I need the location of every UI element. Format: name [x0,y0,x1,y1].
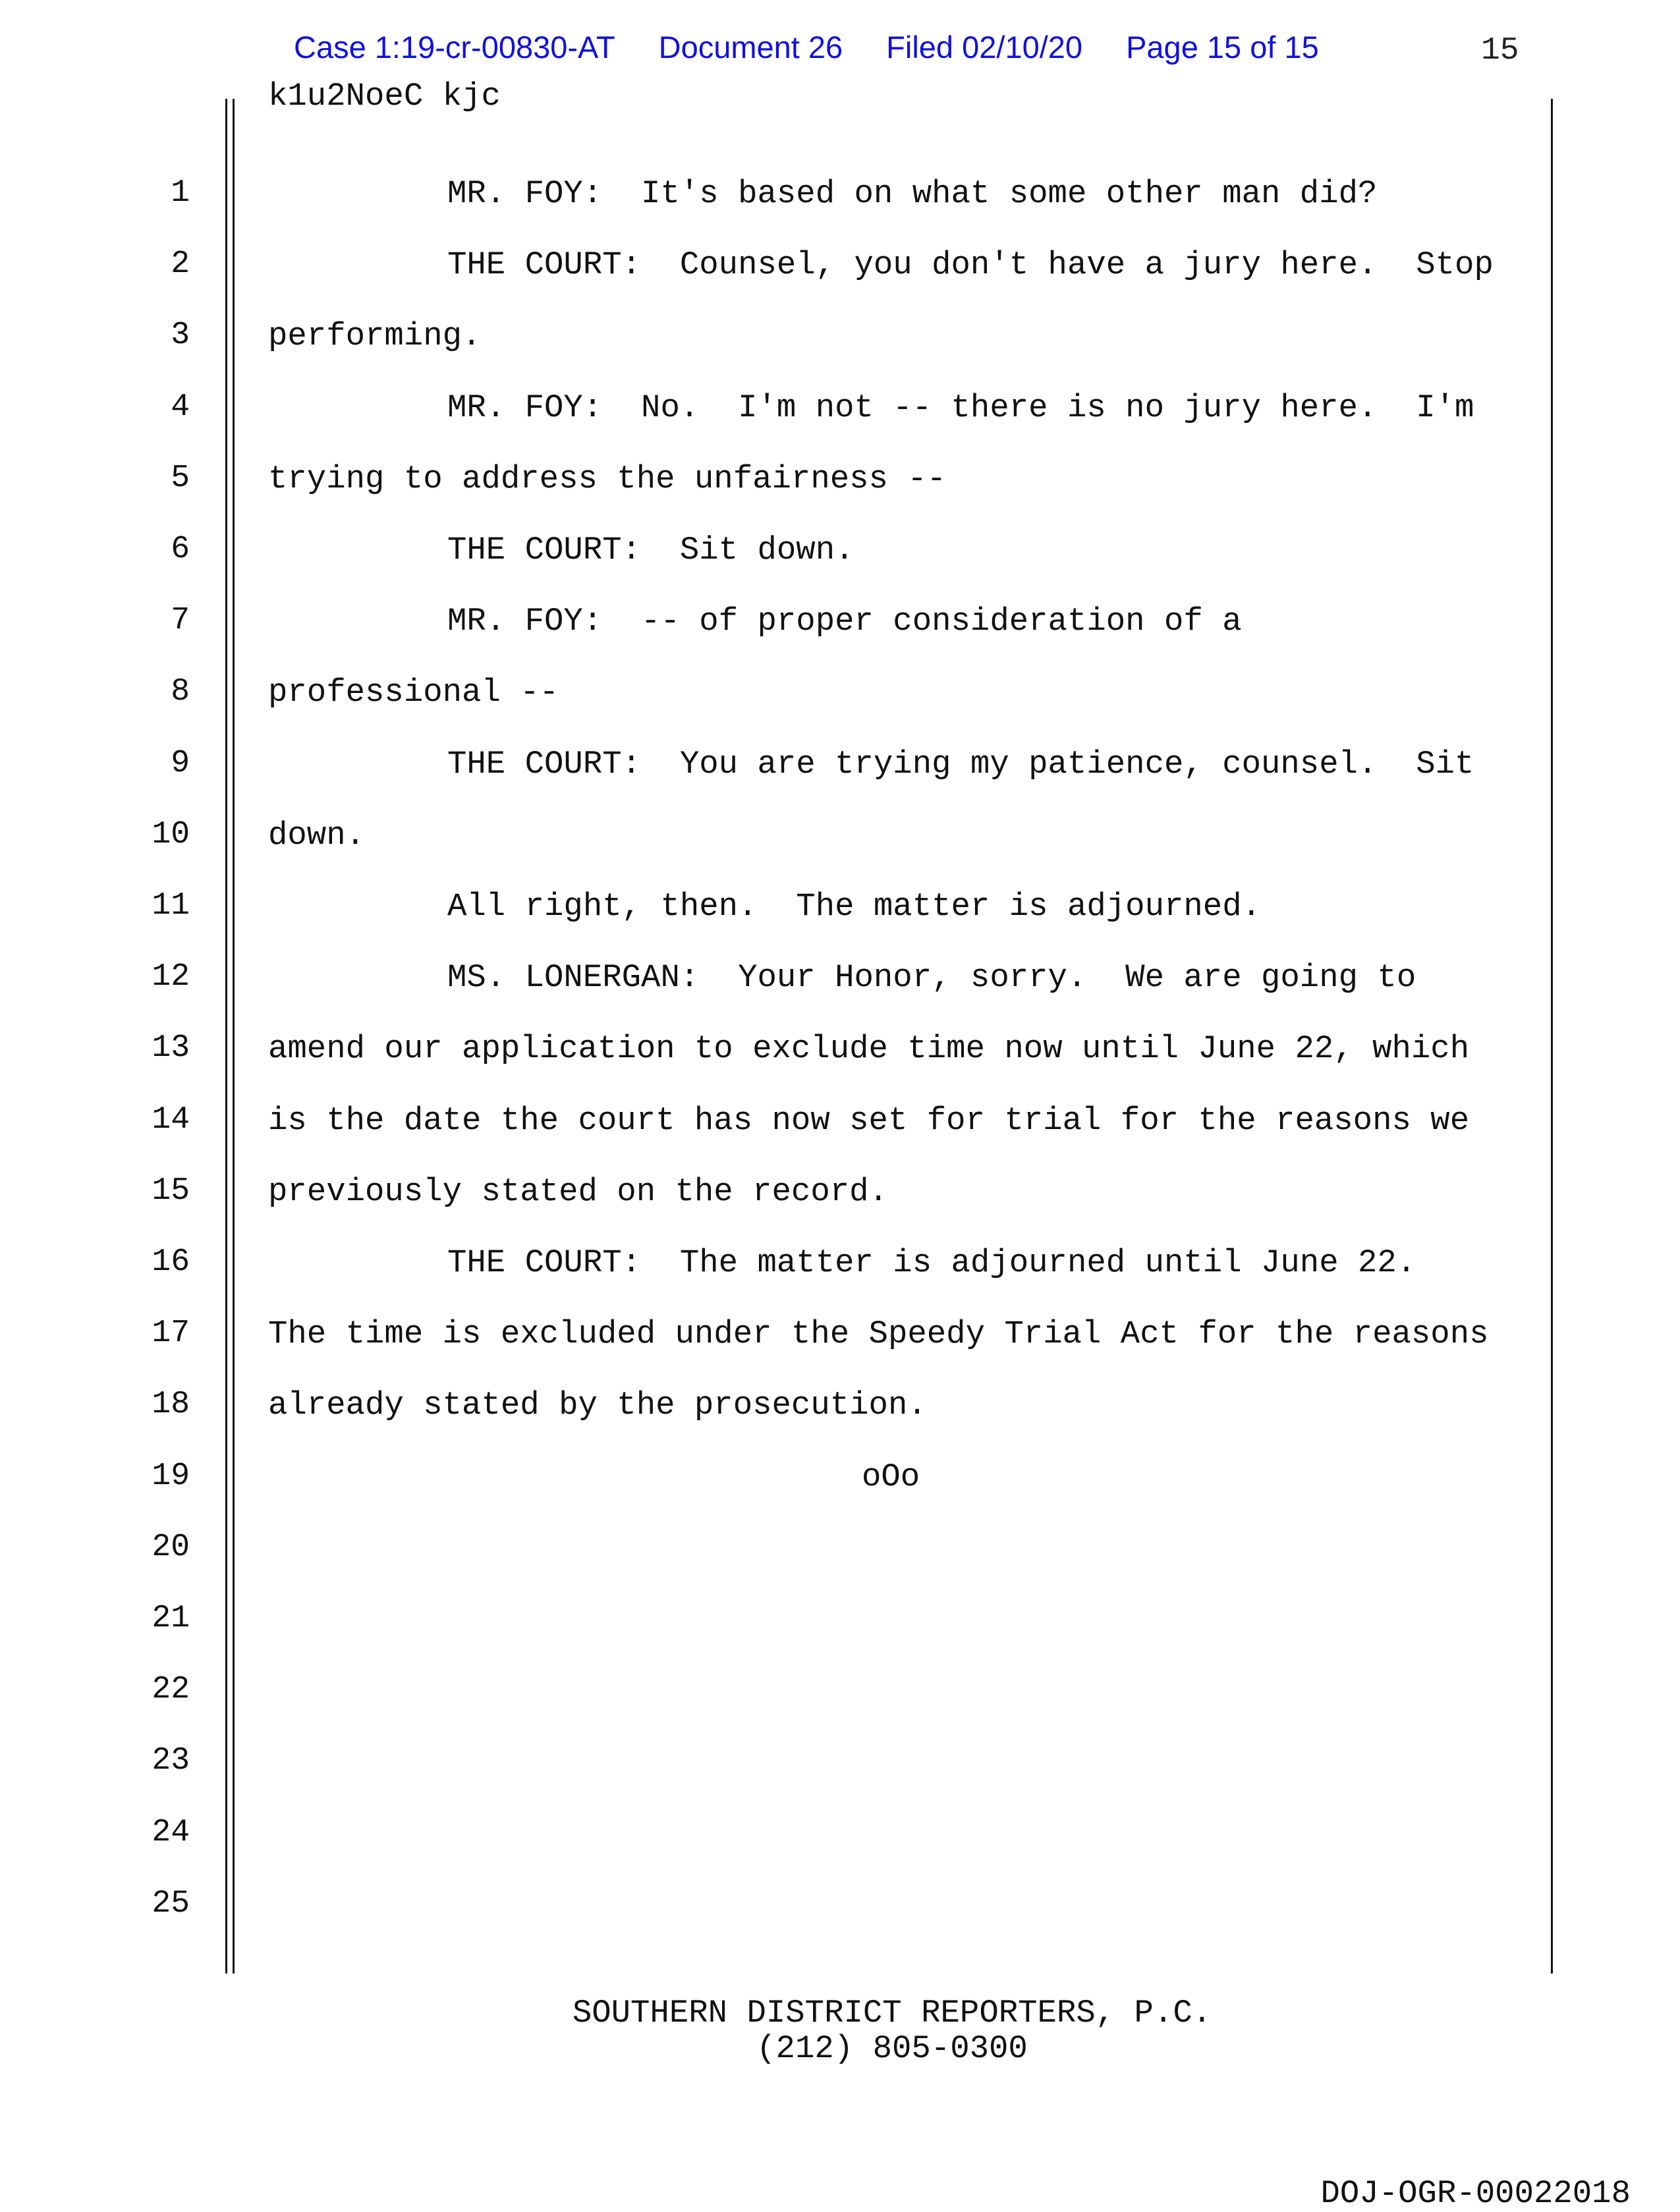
transcript-line: down. [268,816,366,854]
line-number: 16 [152,1244,190,1280]
line-number: 22 [152,1672,190,1708]
transcript-line: MR. FOY: It's based on what some other man did? [447,175,1378,212]
line-number: 17 [152,1315,190,1352]
document-number: Document 26 [658,30,843,65]
left-margin-rule [225,99,227,1974]
line-number: 21 [152,1601,190,1636]
reporter-name: SOUTHERN DISTRICT REPORTERS, P.C. [572,1995,1212,2032]
line-number: 20 [152,1529,190,1565]
transcript-line: previously stated on the record. [268,1173,888,1210]
transcript-line: THE COURT: You are trying my patience, counsel. Sit [447,745,1474,783]
line-number: 10 [152,816,190,852]
left-margin-rule-inner [233,99,235,1974]
line-number: 12 [152,959,190,995]
line-number: 3 [171,318,190,354]
transcript-page-number: 15 [1481,33,1519,69]
transcript-line: All right, then. The matter is adjourned. [447,888,1262,925]
line-number: 19 [152,1458,190,1494]
transcript-line: The time is excluded under the Speedy Trial Act for the reasons [268,1315,1489,1353]
line-number: 6 [171,532,190,567]
filed-date: Filed 02/10/20 [886,30,1083,65]
page-count: Page 15 of 15 [1126,30,1319,65]
transcript-line: already stated by the prosecution. [268,1387,927,1424]
transcript-line: THE COURT: Sit down. [447,532,854,568]
transcript-line: is the date the court has now set for trial for the reasons we [268,1101,1470,1139]
line-number: 4 [171,389,190,425]
transcript-line: MR. FOY: -- of proper consideration of a [447,603,1242,640]
transcript-line: oOo [862,1458,920,1495]
line-number: 24 [152,1814,190,1850]
ecf-header [294,29,1362,65]
line-number: 1 [171,175,190,211]
transcript-line: MR. FOY: No. I'm not -- there is no jury here. I'm [447,389,1474,426]
line-number: 18 [152,1387,190,1423]
line-number: 9 [171,745,190,781]
line-number: 14 [152,1101,190,1138]
line-number: 13 [152,1030,190,1066]
line-number: 25 [152,1885,190,1922]
transcript-line: MS. LONERGAN: Your Honor, sorry. We are going to [447,959,1416,997]
reporter-phone: (212) 805-0300 [756,2030,1028,2067]
transcript-line: professional -- [268,674,559,711]
transcript-line: performing. [268,318,482,355]
case-number: Case 1:19-cr-00830-AT [294,30,615,65]
line-number: 11 [152,888,190,924]
transcript-reference: k1u2NoeC kjc [268,78,501,115]
transcript-line: THE COURT: The matter is adjourned until June 22. [447,1244,1416,1281]
line-number: 15 [152,1173,190,1209]
transcript-line: trying to address the unfairness -- [268,460,947,497]
line-number: 8 [171,674,190,710]
bates-number: DOJ-OGR-00022018 [1320,2175,1631,2212]
line-number: 23 [152,1743,190,1779]
right-margin-rule [1551,99,1553,1974]
transcript-line: amend our application to exclude time now until June 22, which [268,1030,1470,1068]
line-number: 5 [171,460,190,496]
line-number: 7 [171,603,190,639]
transcript-line: THE COURT: Counsel, you don't have a jury here. Stop [447,246,1494,284]
line-number: 2 [171,246,190,283]
